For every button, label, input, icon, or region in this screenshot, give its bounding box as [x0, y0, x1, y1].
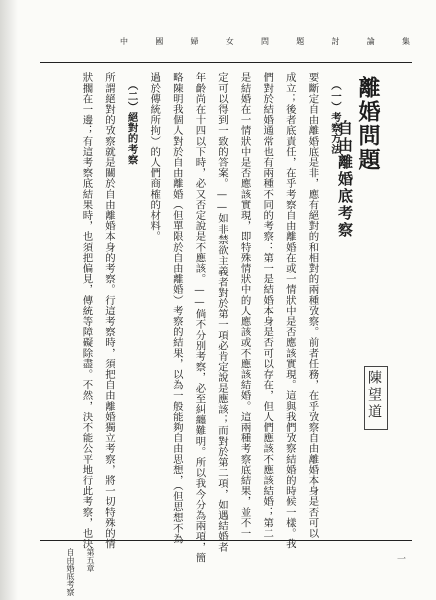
series-title-char: 婦: [190, 37, 199, 46]
article-title: 離婚問題: [355, 76, 381, 172]
series-title-char: 集: [402, 37, 410, 46]
text-column: 過於傳統所拘）的人們商榷的材料。: [148, 72, 161, 242]
text-column: 狀擱在一邊；有這考察底結果時，也須把偏見，傳統等障礙除盡。不然，決不能公平地行此考察，也決: [80, 72, 93, 549]
text-column: 所謂絕對的攷察就是關於自由離婚本身的考察。行這考察時，須把自由離婚獨立考察，將一切特殊的情: [102, 72, 115, 549]
series-title: [120, 36, 410, 47]
text-column: 年齡尚在十四以下時，必又否定說是不應該。——倘不分別考察，必至糾纏難明。所以我今分為兩項，簡: [193, 72, 206, 563]
footer-rule: [40, 540, 412, 541]
text-column: 成立；後者底責任，在乎考察自由離婚在或一情狀中是否應該實現。這與我們攷察結婚的時候一樣。我: [283, 72, 296, 549]
series-title-char: 中: [120, 37, 128, 46]
scan-shadow: [0, 0, 18, 600]
running-header: [40, 36, 412, 52]
series-title-char: 題: [296, 37, 305, 46]
series-title-char: 問: [261, 37, 269, 46]
article-subtitle: 自由離婚底考察: [336, 120, 354, 239]
text-column: 定可以得到一致的答案。——如非禁欲主義者對於第一項必肯定說是應該；而對於第二項，如遇結婚者: [215, 72, 228, 553]
footer-chapter: 第五章: [86, 548, 95, 572]
section-heading: （一）考察方法: [328, 80, 341, 155]
section-heading: （二）絕對的考察: [125, 80, 138, 165]
header-rule: [40, 62, 412, 63]
text-column: 是結婚在一情狀中是否應該實現，即特殊情狀中的人應該或不應該結婚。這兩種考察底結果，並不一: [238, 72, 251, 539]
series-title-char: 討: [331, 37, 340, 46]
series-title-char: 女: [225, 37, 234, 46]
series-title-char: 論: [366, 37, 375, 46]
text-column: 們對於結婚通常也有兩種不同的考察：第一是結婚本身是否可以存在，但人們應該不應該結婚；第二: [261, 72, 274, 539]
text-column: 要斷定自由離婚底是非，應有絕對的和相對的兩種攷察。前者任務，在乎攷察自由離婚本身是否可以: [306, 72, 319, 539]
page-number: 一: [396, 555, 406, 565]
footer-book-title: 自由婚底考察: [66, 548, 75, 596]
series-title-char: 國: [155, 37, 164, 46]
author-name: 陳望道: [366, 370, 382, 421]
text-column: 略陳明我個人對於自由離婚（但單限於自由離婚）考察的結果，以為一般能夠自由思想，（但思想不為: [170, 72, 183, 544]
